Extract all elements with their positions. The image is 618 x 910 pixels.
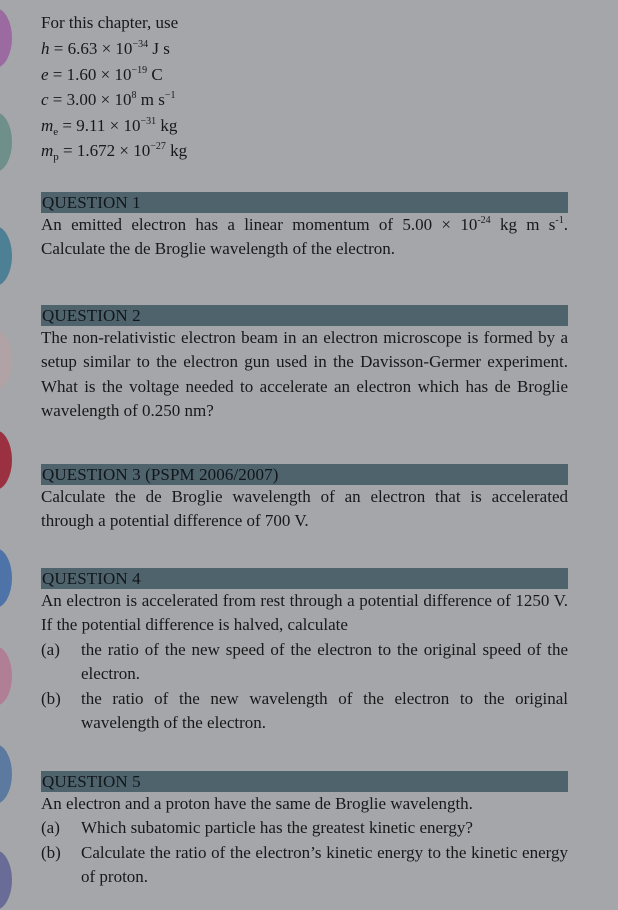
constant-e	[41, 62, 568, 88]
constant-unit: kg	[156, 115, 178, 135]
part-label: (b)	[41, 688, 61, 708]
constant-value: = 9.11 × 10	[58, 115, 141, 135]
index-tab-3	[0, 226, 12, 286]
constant-h	[41, 36, 568, 62]
index-tab-9	[0, 850, 12, 910]
question-1	[41, 192, 568, 262]
question-text: The non-relativistic electron beam in an electron microscope is formed by a setup similar to the electron gun used in the Davisson-Germer experiment. What is the voltage needed to accelerate an electron which has de Broglie wavelength of 0.250 nm?	[41, 327, 568, 420]
question-text-part: kg m s	[490, 214, 556, 234]
part-label: (a)	[41, 639, 60, 659]
part-text: Calculate the ratio of the electron’s kinetic energy to the kinetic energy of proton.	[81, 842, 568, 886]
constant-value: = 3.00 × 10	[48, 90, 132, 109]
question-part	[41, 841, 568, 890]
question-heading: QUESTION 3 (PSPM 2006/2007)	[41, 464, 568, 485]
constant-value: = 1.60 × 10	[48, 64, 132, 84]
constant-symbol: m	[41, 141, 54, 160]
part-label: (a)	[41, 818, 60, 837]
index-tab-5	[0, 430, 12, 490]
constant-value: = 1.672 × 10	[58, 141, 151, 160]
constant-symbol: e	[41, 64, 49, 84]
constant-exponent: 8	[131, 90, 137, 101]
constant-exponent: −31	[140, 115, 157, 127]
constant-subscript: p	[53, 151, 59, 163]
index-tab-4	[0, 330, 12, 390]
constant-exponent: −19	[131, 64, 148, 76]
question-text-part: . Calculate the de Broglie wavelength of the electron.	[41, 214, 568, 258]
question-text-part: An emitted electron has a linear momentum of 5.00 × 10	[41, 214, 478, 234]
constant-me	[41, 113, 568, 139]
question-heading: QUESTION 2	[41, 305, 568, 326]
constant-exponent: −27	[150, 141, 166, 152]
constant-value: = 6.63 × 10	[49, 39, 133, 58]
constant-unit: J s	[148, 39, 170, 58]
question-text: An electron is accelerated from rest through a potential difference of 1250 V. If the potential difference is halved, calculate	[41, 590, 568, 634]
question-text: An electron and a proton have the same de Broglie wavelength.	[41, 793, 473, 813]
constant-symbol: c	[41, 90, 49, 109]
part-text: Which subatomic particle has the greatest kinetic energy?	[81, 818, 473, 837]
constant-unit: C	[147, 64, 163, 84]
index-tab-2	[0, 112, 12, 172]
index-tab-7	[0, 646, 12, 706]
question-heading: QUESTION 4	[41, 568, 568, 589]
question-part	[41, 638, 568, 687]
question-heading: QUESTION 1	[41, 192, 568, 213]
question-2	[41, 305, 568, 424]
question-5	[41, 771, 568, 890]
question-3	[41, 464, 568, 534]
index-tab-1	[0, 8, 12, 68]
part-text: the ratio of the new wavelength of the electron to the original wavelength of the electron.	[81, 688, 568, 732]
index-tab-8	[0, 744, 12, 804]
constants-block	[41, 10, 568, 164]
question-text: Calculate the de Broglie wavelength of an electron that is accelerated through a potential difference of 700 V.	[41, 486, 568, 530]
question-part	[41, 687, 568, 736]
constant-symbol: m	[41, 115, 54, 135]
question-part	[41, 816, 568, 841]
part-text: the ratio of the new speed of the electron to the original speed of the electron.	[81, 639, 568, 683]
constant-c	[41, 87, 568, 113]
part-label: (b)	[41, 842, 61, 862]
exponent: -24	[477, 214, 491, 226]
constant-unit: kg	[165, 141, 188, 160]
constant-unit: m s	[136, 90, 165, 109]
constant-exponent: −34	[132, 39, 149, 50]
constant-symbol: h	[41, 39, 50, 58]
worksheet-page	[41, 10, 568, 890]
exponent: -1	[555, 214, 564, 226]
question-4	[41, 568, 568, 736]
constant-unit-exponent: −1	[164, 90, 176, 101]
question-heading: QUESTION 5	[41, 771, 568, 792]
constants-intro: For this chapter, use	[41, 13, 179, 32]
question-text	[41, 213, 568, 262]
constant-subscript: e	[53, 125, 59, 138]
index-tab-6	[0, 548, 12, 608]
constant-mp	[41, 138, 568, 164]
